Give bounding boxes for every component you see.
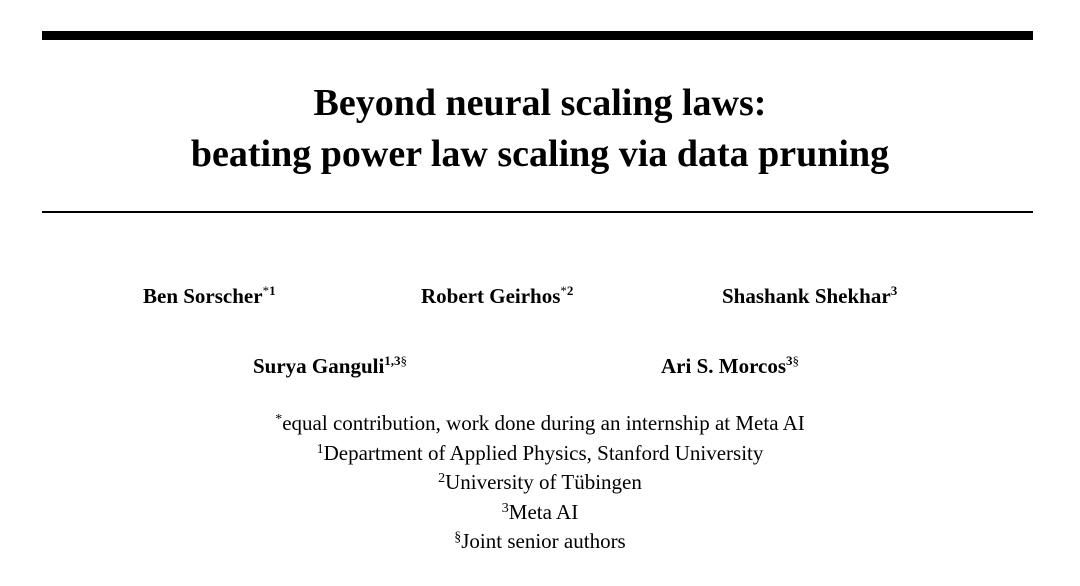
author-mark-senior: § <box>400 353 408 368</box>
author-affil-mark: 1 <box>269 283 276 298</box>
affiliation-text: Department of Applied Physics, Stanford University <box>323 440 764 465</box>
paper-title <box>0 78 1080 180</box>
author-affil-mark: 3 <box>890 283 898 298</box>
affiliation-senior-authors <box>0 527 1080 557</box>
affiliation-mark: * <box>275 412 283 427</box>
title-line-2: beating power law scaling via data pruning <box>190 133 890 175</box>
affiliation-text: University of Tübingen <box>445 470 642 494</box>
affiliation-equal-contribution <box>0 409 1080 439</box>
title-top-rule <box>42 31 1033 40</box>
author-mark-equal: * <box>560 283 567 298</box>
affiliation-mark: 3 <box>501 500 509 516</box>
author-name: Surya Ganguli <box>253 354 385 378</box>
affiliation-meta-ai <box>0 498 1080 528</box>
author-robert-geirhos <box>421 283 573 309</box>
title-line-1: Beyond neural scaling laws: <box>313 82 767 124</box>
author-affil-mark: 1,3 <box>384 353 401 368</box>
author-name: Ben Sorscher <box>143 284 263 308</box>
affiliation-stanford <box>0 439 1080 469</box>
author-ben-sorscher <box>143 283 276 309</box>
affiliation-mark: § <box>454 530 462 545</box>
author-name: Robert Geirhos <box>421 284 561 308</box>
affiliation-text: Joint senior authors <box>461 529 626 553</box>
title-bottom-rule <box>42 211 1033 213</box>
author-affil-mark: 2 <box>566 283 574 298</box>
author-mark-senior: § <box>792 353 800 368</box>
affiliation-tuebingen <box>0 468 1080 498</box>
affiliation-text: equal contribution, work done during an internship at Meta AI <box>282 411 805 435</box>
author-ari-morcos <box>661 353 799 379</box>
affiliation-list <box>0 409 1080 557</box>
author-name: Shashank Shekhar <box>722 284 891 308</box>
author-mark-equal: * <box>262 283 270 298</box>
affiliation-mark: 2 <box>438 471 446 486</box>
author-surya-ganguli <box>253 353 407 379</box>
affiliation-text: Meta AI <box>508 499 579 524</box>
author-name: Ari S. Morcos <box>661 354 787 378</box>
affiliation-mark: 1 <box>316 441 324 457</box>
author-shashank-shekhar <box>722 283 897 309</box>
author-affil-mark: 3 <box>786 353 793 368</box>
